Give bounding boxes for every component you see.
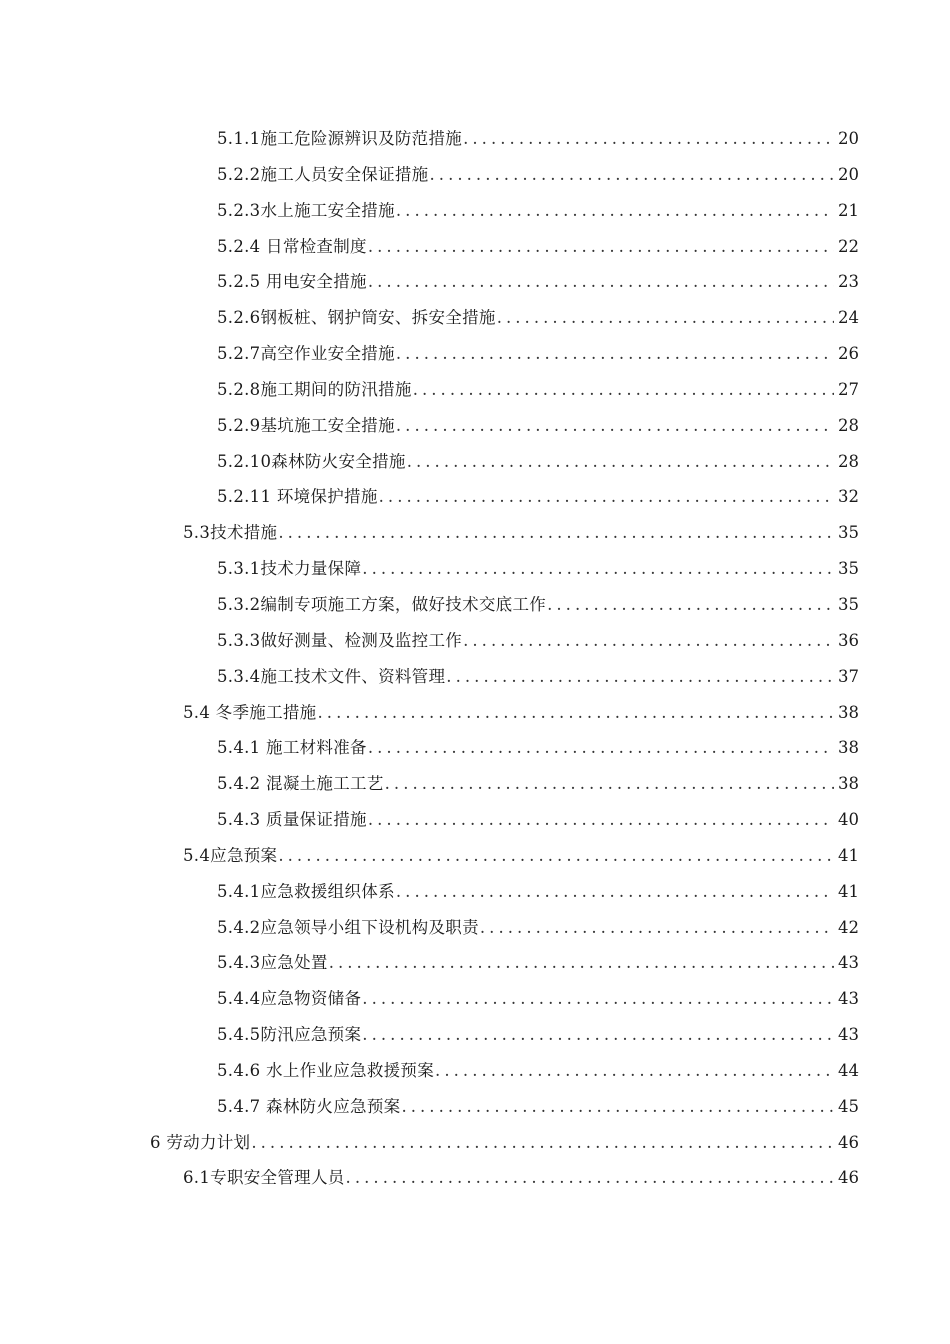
- toc-entry-page-number: 43: [838, 953, 859, 973]
- toc-entry-title: 5.4.7 森林防火应急预案: [217, 1096, 401, 1116]
- toc-dot-leader: [463, 121, 834, 157]
- toc-entry-title: 5.2.3水上施工安全措施: [217, 200, 395, 220]
- toc-entry-page-number: 21: [838, 200, 859, 220]
- toc-entry[interactable]: [0, 730, 950, 766]
- toc-dot-leader: [362, 551, 834, 587]
- toc-entry[interactable]: [0, 838, 950, 874]
- toc-entry[interactable]: [0, 1160, 950, 1196]
- toc-dot-leader: [362, 1017, 834, 1053]
- toc-entry-page-number: 38: [838, 774, 859, 794]
- toc-entry-title: 5.3.1技术力量保障: [217, 559, 362, 579]
- toc-entry[interactable]: [0, 1125, 950, 1161]
- toc-entry[interactable]: [0, 479, 950, 515]
- toc-dot-leader: [413, 372, 834, 408]
- toc-entry-title: 5.2.11 环境保护措施: [217, 487, 378, 507]
- toc-entry[interactable]: [0, 157, 950, 193]
- toc-entry-title: 5.4应急预案: [183, 845, 278, 865]
- toc-entry-title: 5.2.10森林防火安全措施: [217, 451, 406, 471]
- toc-entry-title: 5.2.9基坑施工安全措施: [217, 415, 395, 435]
- toc-dot-leader: [396, 193, 834, 229]
- toc-dot-leader: [435, 1053, 834, 1089]
- toc-entry[interactable]: [0, 695, 950, 731]
- toc-dot-leader: [362, 981, 834, 1017]
- toc-entry-page-number: 22: [838, 236, 859, 256]
- toc-entry-page-number: 46: [838, 1132, 859, 1152]
- toc-entry[interactable]: [0, 121, 950, 157]
- toc-dot-leader: [480, 910, 834, 946]
- toc-entry[interactable]: [0, 229, 950, 265]
- toc-dot-leader: [446, 659, 834, 695]
- toc-entry[interactable]: [0, 515, 950, 551]
- toc-entry-page-number: 38: [838, 702, 859, 722]
- toc-entry[interactable]: [0, 910, 950, 946]
- toc-dot-leader: [429, 157, 834, 193]
- toc-dot-leader: [396, 408, 834, 444]
- toc-entry-title: 5.4 冬季施工措施: [183, 702, 317, 722]
- toc-entry[interactable]: [0, 766, 950, 802]
- toc-entry-title: 5.3.3做好测量、检测及监控工作: [217, 630, 463, 650]
- toc-dot-leader: [346, 1160, 834, 1196]
- toc-entry-page-number: 28: [838, 415, 859, 435]
- toc-dot-leader: [329, 945, 834, 981]
- toc-entry-page-number: 46: [838, 1168, 859, 1188]
- toc-dot-leader: [407, 444, 834, 480]
- toc-entry-title: 6.1专职安全管理人员: [183, 1168, 345, 1188]
- toc-entry-page-number: 32: [838, 487, 859, 507]
- toc-dot-leader: [278, 838, 834, 874]
- toc-entry-page-number: 27: [838, 379, 859, 399]
- toc-entry-title: 5.1.1施工危险源辨识及防范措施: [217, 129, 463, 148]
- toc-entry-page-number: 26: [838, 344, 859, 364]
- toc-dot-leader: [368, 264, 834, 300]
- toc-entry[interactable]: [0, 336, 950, 372]
- toc-entry-page-number: 43: [838, 989, 859, 1009]
- toc-entry-title: 5.2.6钢板桩、钢护筒安、拆安全措施: [217, 308, 496, 328]
- toc-entry-page-number: 36: [838, 630, 859, 650]
- toc-entry[interactable]: [0, 193, 950, 229]
- toc-entry[interactable]: [0, 1089, 950, 1125]
- toc-entry-page-number: 42: [838, 917, 859, 937]
- toc-dot-leader: [278, 515, 834, 551]
- toc-entry-title: 5.2.2施工人员安全保证措施: [217, 164, 429, 184]
- toc-entry-page-number: 24: [838, 308, 859, 328]
- toc-entry-page-number: 37: [838, 666, 859, 686]
- toc-entry-title: 5.3技术措施: [183, 523, 278, 543]
- toc-dot-leader: [318, 695, 835, 731]
- toc-dot-leader: [463, 623, 834, 659]
- toc-entry-title: 5.4.1 施工材料准备: [217, 738, 367, 758]
- toc-entry-page-number: 20: [838, 164, 859, 184]
- toc-entry[interactable]: [0, 444, 950, 480]
- toc-entry-title: 6 劳动力计划: [150, 1132, 251, 1152]
- toc-entry-page-number: 44: [838, 1060, 859, 1080]
- toc-entry-title: 5.4.1应急救援组织体系: [217, 881, 395, 901]
- toc-entry-title: 5.3.4施工技术文件、资料管理: [217, 666, 446, 686]
- toc-dot-leader: [368, 802, 834, 838]
- toc-entry-title: 5.4.6 水上作业应急救援预案: [217, 1060, 435, 1080]
- toc-entry[interactable]: [0, 372, 950, 408]
- toc-entry[interactable]: [0, 551, 950, 587]
- toc-entry-page-number: 23: [838, 272, 859, 292]
- toc-entry-page-number: 28: [838, 451, 859, 471]
- toc-entry-title: 5.4.3应急处置: [217, 953, 328, 973]
- toc-entry-page-number: 45: [838, 1096, 859, 1116]
- toc-entry-page-number: 38: [838, 738, 859, 758]
- toc-entry-page-number: 40: [838, 810, 859, 830]
- toc-dot-leader: [396, 336, 834, 372]
- toc-entry-title: 5.4.2应急领导小组下设机构及职责: [217, 917, 479, 937]
- toc-dot-leader: [368, 730, 834, 766]
- toc-entry[interactable]: [0, 264, 950, 300]
- toc-entry[interactable]: [0, 1017, 950, 1053]
- toc-entry-page-number: 35: [838, 594, 859, 614]
- toc-entry-page-number: 43: [838, 1025, 859, 1045]
- toc-entry[interactable]: [0, 623, 950, 659]
- table-of-contents: [0, 121, 950, 1196]
- toc-dot-leader: [251, 1125, 834, 1161]
- toc-dot-leader: [379, 479, 834, 515]
- toc-entry[interactable]: [0, 587, 950, 623]
- toc-entry[interactable]: [0, 945, 950, 981]
- toc-dot-leader: [497, 300, 834, 336]
- toc-entry[interactable]: [0, 408, 950, 444]
- toc-entry-page-number: 20: [838, 129, 859, 148]
- toc-dot-leader: [385, 766, 834, 802]
- toc-entry-page-number: 41: [838, 881, 859, 901]
- toc-dot-leader: [396, 874, 834, 910]
- toc-entry-title: 5.2.4 日常检查制度: [217, 236, 367, 256]
- toc-entry[interactable]: [0, 659, 950, 695]
- toc-entry-title: 5.2.7高空作业安全措施: [217, 344, 395, 364]
- toc-entry[interactable]: [0, 981, 950, 1017]
- toc-entry-title: 5.4.3 质量保证措施: [217, 810, 367, 830]
- toc-entry-page-number: 35: [838, 523, 859, 543]
- toc-entry[interactable]: [0, 1053, 950, 1089]
- toc-entry-title: 5.4.2 混凝土施工工艺: [217, 774, 384, 794]
- toc-entry-page-number: 41: [838, 845, 859, 865]
- toc-dot-leader: [368, 229, 834, 265]
- toc-entry-title: 5.4.5防汛应急预案: [217, 1025, 362, 1045]
- toc-dot-leader: [401, 1089, 834, 1125]
- toc-entry-page-number: 35: [838, 559, 859, 579]
- toc-entry-title: 5.2.8施工期间的防汛措施: [217, 379, 412, 399]
- toc-entry-title: 5.4.4应急物资储备: [217, 989, 362, 1009]
- toc-entry[interactable]: [0, 874, 950, 910]
- toc-entry-title: 5.2.5 用电安全措施: [217, 272, 367, 292]
- toc-entry-title: 5.3.2编制专项施工方案，做好技术交底工作: [217, 594, 547, 614]
- toc-entry[interactable]: [0, 802, 950, 838]
- toc-dot-leader: [547, 587, 834, 623]
- toc-entry[interactable]: [0, 300, 950, 336]
